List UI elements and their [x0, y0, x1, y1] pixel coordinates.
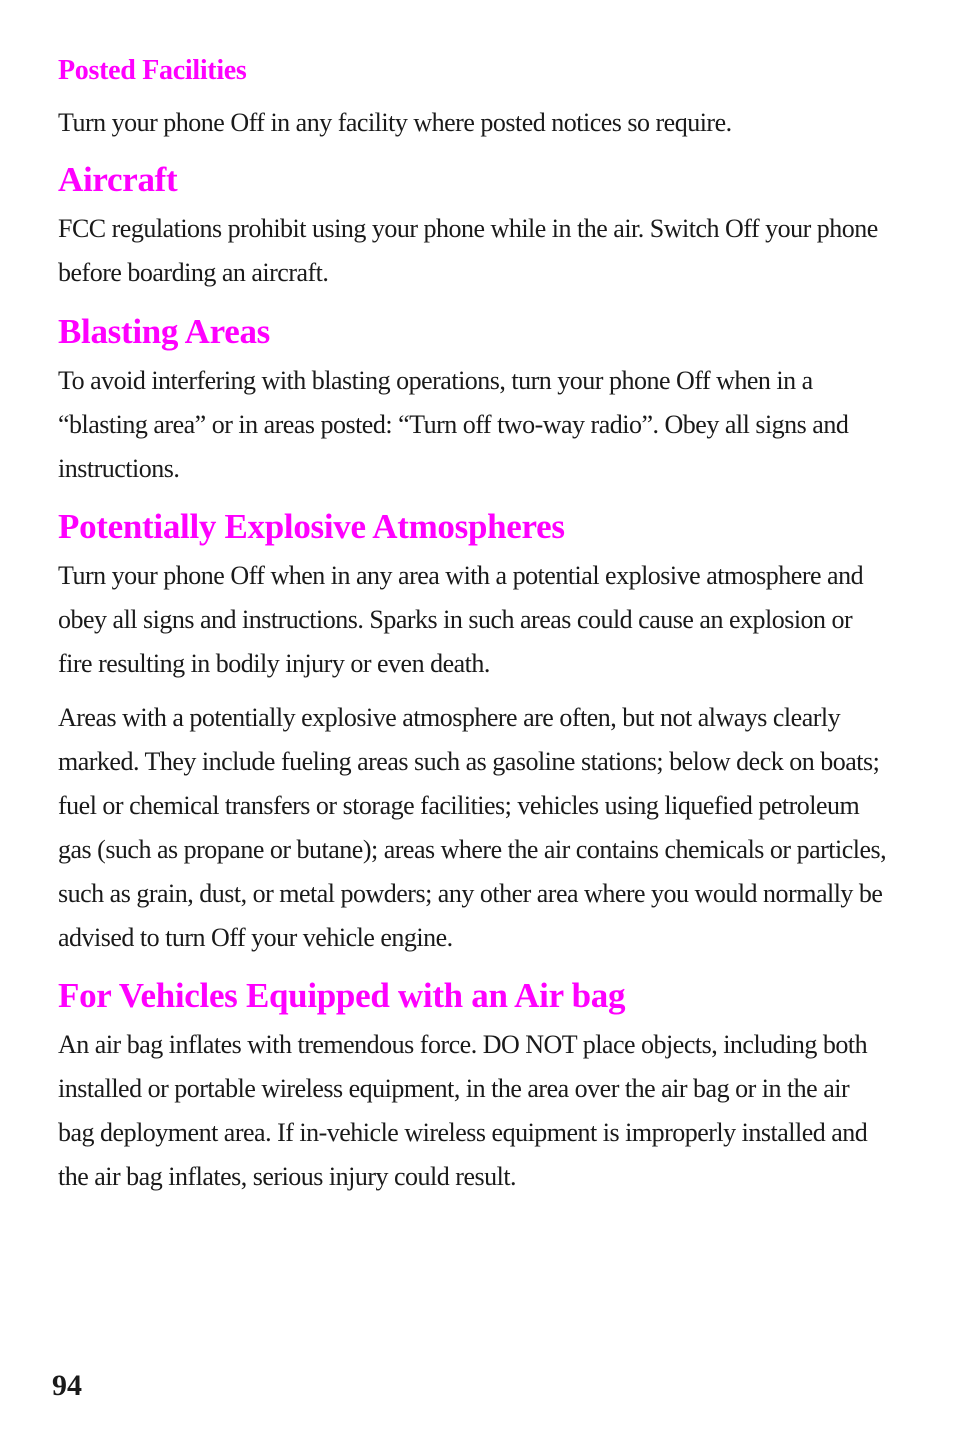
section-air-bag [58, 975, 888, 1199]
section-aircraft [58, 159, 888, 295]
section-heading: For Vehicles Equipped with an Air bag [58, 976, 626, 1015]
section-heading: Posted Facilities [58, 55, 247, 86]
section-explosive-atmospheres [58, 506, 888, 960]
section-paragraph: Turn your phone Off in any facility where posted notices so require. [58, 108, 732, 137]
section-heading: Potentially Explosive Atmospheres [58, 507, 565, 546]
section-paragraph: To avoid interfering with blasting operations, turn your phone Off when in a “blasting area” or in areas posted: “Turn off two-way radio”. Obey all signs and instructions. [58, 366, 849, 483]
section-heading: Aircraft [58, 160, 178, 199]
section-paragraph: An air bag inflates with tremendous force. DO NOT place objects, including both installed or portable wireless equipment, in the area over the air bag or in the air bag deployment area. If in-vehicle wireless equipment is improperly installed and the air bag inflates, serious injury could result. [58, 1030, 868, 1191]
page-number: 94 [52, 1369, 82, 1402]
section-paragraph: FCC regulations prohibit using your phone while in the air. Switch Off your phone before boarding an aircraft. [58, 214, 878, 287]
section-paragraph: Areas with a potentially explosive atmosphere are often, but not always clearly marked. They include fueling areas such as gasoline stations; below deck on boats; fuel or chemical transfers or storage facilities; vehicles using liquefied petroleum gas (such as propane or butane); areas where the air contains chemicals or particles, such as grain, dust, or metal powders; any other area where you would normally be advised to turn Off your vehicle engine. [58, 703, 887, 952]
section-blasting-areas [58, 311, 888, 491]
section-paragraph: Turn your phone Off when in any area with a potential explosive atmosphere and obey all signs and instructions. Sparks in such areas could cause an explosion or fire resulting in bodily injury or even death. [58, 561, 864, 678]
section-heading: Blasting Areas [58, 312, 270, 351]
section-posted-facilities [58, 54, 888, 145]
